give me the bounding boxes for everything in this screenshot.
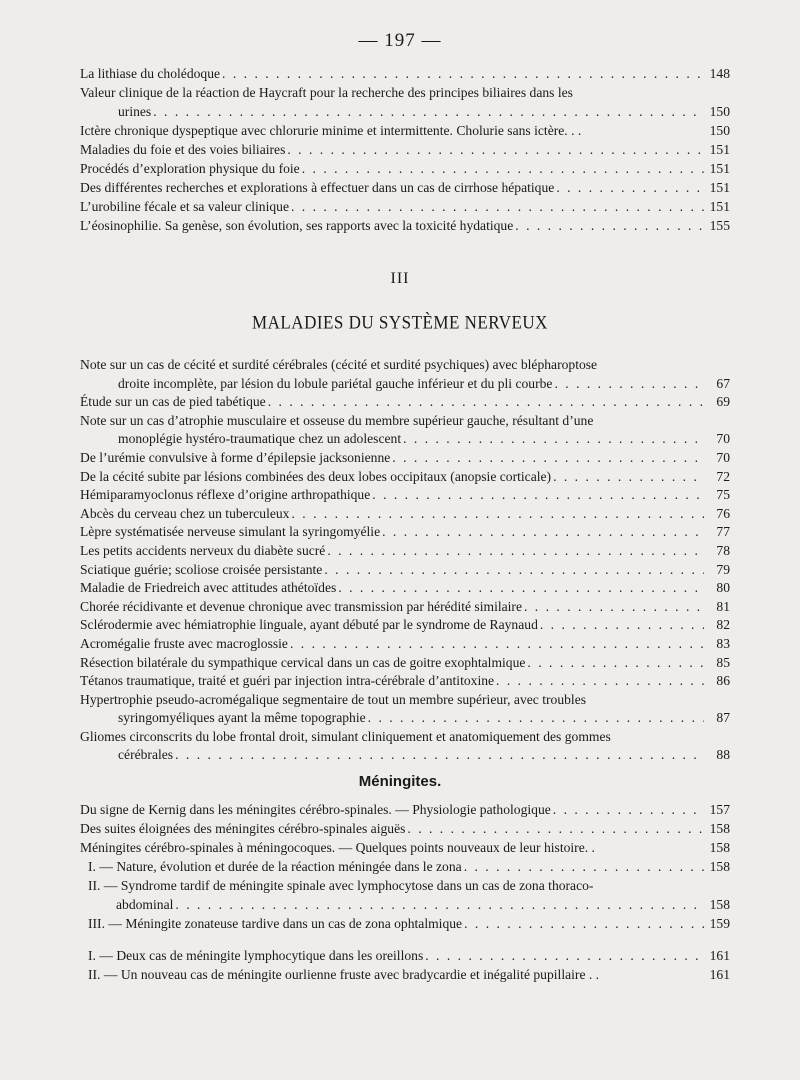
toc-entry: [80, 857, 730, 876]
toc-entry-title: Les petits accidents nerveux du diabète sucré: [80, 542, 326, 558]
toc-entry-title: urines: [118, 104, 152, 119]
toc-entry-title: Des différentes recherches et explorations à effectuer dans un cas de cirrhose hépatique: [80, 180, 555, 195]
toc-entry-title: III. — Méningite zonateuse tardive dans un cas de zona ophtalmique: [88, 916, 463, 931]
toc-entry-title: De l’urémie convulsive à forme d’épilepsie jacksonienne: [80, 449, 391, 465]
toc-entry-title: Chorée récidivante et devenue chronique avec transmission par hérédité similaire: [80, 598, 522, 614]
toc-entry-title: monoplégie hystéro-traumatique chez un adolescent: [118, 431, 402, 447]
subsection-title: Méningites.: [358, 773, 442, 790]
toc-entry-page: 79: [716, 561, 730, 577]
toc-entry-page: 155: [709, 218, 730, 233]
toc-entry: [80, 876, 730, 914]
toc-meningitis-list: [80, 800, 730, 933]
toc-entry: [80, 64, 730, 83]
toc-entry-title: Résection bilatérale du sympathique cervical dans un cas de goitre exophtalmique: [80, 654, 526, 670]
toc-entry-page: 88: [716, 747, 730, 763]
toc-entry-page: 158: [709, 897, 730, 912]
leader-dots: [175, 746, 704, 765]
toc-entry-page: 76: [716, 505, 730, 521]
toc-entry-page: 70: [716, 431, 730, 447]
toc-entry-title: abdominal: [116, 897, 174, 912]
toc-entry-title: I. — Deux cas de méningite lymphocytique dans les oreillons: [88, 948, 424, 963]
toc-entry: [80, 691, 730, 728]
leader-dots: [554, 375, 704, 394]
toc-entry-title: Étude sur un cas de pied tabétique: [80, 394, 266, 410]
toc-entry-page: 87: [716, 710, 730, 726]
toc-entry: [80, 542, 730, 561]
toc-entry: [80, 946, 730, 965]
toc-entry-page: 151: [709, 199, 730, 214]
toc-entry-title: Valeur clinique de la réaction de Haycraft pour la recherche des principes biliaires dans les: [80, 85, 573, 100]
toc-entry-title: cérébrales: [118, 747, 174, 763]
toc-entry-page: 85: [716, 654, 730, 670]
toc-entry-title: La lithiase du cholédoque: [80, 66, 221, 81]
toc-entry: [80, 197, 730, 216]
toc-entry: [80, 393, 730, 412]
toc-entry-title: droite incomplète, par lésion du lobule pariétal gauche inférieur et du pli courbe: [118, 375, 553, 391]
leader-dots: [290, 635, 704, 654]
leader-dots: [291, 197, 704, 216]
toc-entry-page: 81: [716, 598, 730, 614]
toc-entry: [80, 561, 730, 580]
toc-entry: [80, 449, 730, 468]
leader-dots: [524, 598, 704, 617]
leader-dots: [556, 178, 703, 197]
toc-entry-title: L’urobiline fécale et sa valeur clinique: [80, 199, 289, 214]
leader-dots: [324, 561, 704, 580]
toc-entry-title: Ictère chronique dyspeptique avec chlorurie minime et intermittente. Cholurie sans ictère. . .: [80, 123, 582, 138]
toc-entry-page: 151: [709, 161, 730, 176]
toc-entry-page: 83: [716, 635, 730, 651]
leader-dots: [291, 505, 704, 524]
toc-entry: [80, 800, 730, 819]
toc-entry: [80, 178, 730, 197]
toc-entry-title: Maladie de Friedreich avec attitudes athétoïdes: [80, 580, 337, 596]
leader-dots: [302, 159, 704, 178]
toc-entry-title: Gliomes circonscrits du lobe frontal droit, simulant cliniquement et anatomiquement des gommes: [80, 728, 611, 744]
leader-dots: [515, 216, 703, 235]
toc-entry-page: 69: [716, 394, 730, 410]
leader-dots: [553, 800, 704, 819]
toc-entry-page: 150: [709, 104, 730, 119]
leader-dots: [368, 709, 704, 728]
leader-dots: [496, 672, 704, 691]
toc-entry-page: 158: [709, 840, 730, 855]
toc-entry: [80, 579, 730, 598]
toc-entry-page: 78: [716, 542, 730, 558]
toc-entry-page: 150: [709, 123, 730, 138]
toc-entry-title: Note sur un cas d’atrophie musculaire et osseuse du membre supérieur gauche, résultant d’une: [80, 412, 594, 428]
toc-entry: [80, 83, 730, 121]
toc-entry-title: Note sur un cas de cécité et surdité cérébrales (cécité et surdité psychiques) avec blépharoptose: [80, 357, 598, 372]
leader-dots: [327, 542, 704, 561]
toc-entry: [80, 412, 730, 449]
leader-dots: [222, 64, 704, 83]
toc-entry: [80, 819, 730, 838]
toc-entry-title: De la cécité subite par lésions combinées des deux lobes occipitaux (anopsie corticale): [80, 468, 552, 484]
toc-entry: [80, 140, 730, 159]
toc-nervous-list: [80, 356, 730, 765]
toc-entry: [80, 486, 730, 505]
toc-entry: [80, 523, 730, 542]
leader-dots: [553, 468, 704, 487]
leader-dots: [464, 914, 704, 933]
leader-dots: [392, 449, 704, 468]
toc-entry-title: syringomyéliques ayant la même topographie: [118, 710, 366, 726]
toc-entry-title: Hémiparamyoclonus réflexe d’origine arthropathique: [80, 487, 371, 503]
toc-entry-title: Procédés d’exploration physique du foie: [80, 161, 300, 176]
toc-entry-page: 159: [709, 916, 730, 931]
toc-entry-title: Hypertrophie pseudo-acromégalique segmentaire de tout un membre supérieur, avec troubles: [80, 691, 587, 707]
toc-entry: [80, 159, 730, 178]
toc-entry-page: 151: [709, 180, 730, 195]
toc-entry: [80, 616, 730, 635]
toc-entry-page: 151: [709, 142, 730, 157]
toc-entry: [80, 216, 730, 235]
toc-entry: [80, 635, 730, 654]
section-number: III: [390, 270, 410, 287]
toc-entry-page: 72: [716, 468, 730, 484]
toc-entry-page: 158: [709, 821, 730, 836]
toc-entry-title: II. — Un nouveau cas de méningite ourlienne fruste avec bradycardie et inégalité pupillaire . .: [88, 967, 600, 982]
toc-entry-title: Tétanos traumatique, traité et guéri par injection intra-cérébrale d’antitoxine: [80, 673, 495, 689]
toc-entry-title: Abcès du cerveau chez un tuberculeux: [80, 505, 290, 521]
toc-top-list: [80, 64, 730, 235]
leader-dots: [153, 102, 703, 121]
toc-entry-page: 86: [716, 673, 730, 689]
leader-dots: [464, 857, 704, 876]
leader-dots: [407, 819, 703, 838]
toc-entry-title: Sciatique guérie; scoliose croisée persistante: [80, 561, 323, 577]
toc-entry-page: 161: [709, 967, 730, 982]
toc-entry-title: I. — Nature, évolution et durée de la réaction méningée dans le zona: [88, 859, 462, 874]
toc-entry-page: 158: [709, 859, 730, 874]
page-number: — 197 —: [358, 30, 442, 51]
leader-dots: [540, 616, 704, 635]
toc-entry-page: 148: [709, 66, 730, 81]
toc-entry: [80, 654, 730, 673]
toc-entry-page: 82: [716, 617, 730, 633]
toc-entry: [80, 965, 730, 984]
toc-entry-page: 77: [716, 524, 730, 540]
toc-entry: [80, 121, 730, 140]
leader-dots: [268, 393, 704, 412]
toc-entry-title: Lèpre systématisée nerveuse simulant la syringomyélie: [80, 524, 381, 540]
toc-entry: [80, 838, 730, 857]
leader-dots: [382, 523, 704, 542]
leader-dots: [175, 895, 703, 914]
section-title: MALADIES DU SYSTÈME NERVEUX: [252, 311, 548, 334]
toc-entry: [80, 914, 730, 933]
toc-entry: [80, 505, 730, 524]
toc-entry: [80, 356, 730, 393]
toc-entry-title: Des suites éloignées des méningites cérébro-spinales aiguës: [80, 821, 406, 836]
toc-entry-title: Du signe de Kernig dans les méningites cérébro-spinales. — Physiologie pathologique: [80, 802, 551, 817]
toc-entry: [80, 468, 730, 487]
toc-entry-title: L’éosinophilie. Sa genèse, son évolution, ses rapports avec la toxicité hydatique: [80, 218, 514, 233]
toc-entry-title: Méningites cérébro-spinales à méningocoques. — Quelques points nouveaux de leur histoire. .: [80, 840, 595, 855]
toc-entry-page: 75: [716, 487, 730, 503]
leader-dots: [338, 579, 704, 598]
leader-dots: [425, 946, 703, 965]
leader-dots: [527, 654, 704, 673]
toc-entry-page: 161: [709, 948, 730, 963]
toc-entry: [80, 598, 730, 617]
toc-entry-title: Sclérodermie avec hémiatrophie linguale, ayant débuté par le syndrome de Raynaud: [80, 617, 538, 633]
toc-oreillons-list: [80, 946, 730, 984]
toc-entry-title: Maladies du foie et des voies biliaires: [80, 142, 286, 157]
toc-entry-page: 70: [716, 449, 730, 465]
leader-dots: [403, 430, 704, 449]
toc-entry-page: 67: [716, 375, 730, 391]
leader-dots: [372, 486, 704, 505]
toc-entry: [80, 672, 730, 691]
leader-dots: [287, 140, 703, 159]
toc-entry: [80, 728, 730, 765]
toc-entry-title: Acromégalie fruste avec macroglossie: [80, 635, 288, 651]
toc-entry-page: 80: [716, 580, 730, 596]
toc-entry-page: 157: [709, 802, 730, 817]
toc-entry-title: II. — Syndrome tardif de méningite spinale avec lymphocytose dans un cas de zona thoraco-: [88, 878, 594, 893]
